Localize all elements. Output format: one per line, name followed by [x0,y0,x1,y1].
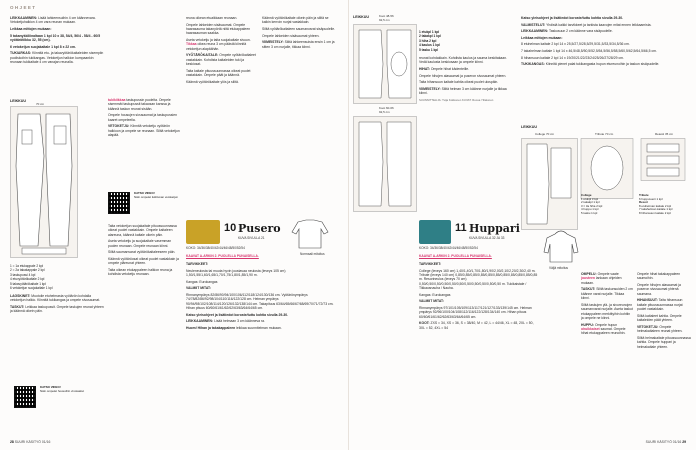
highlight-text: Tikkaa [186,42,197,47]
page-header: OHJEET [10,5,37,10]
cutting-layout-title: LEIKKUU [521,125,537,129]
instructions-column-1b [10,294,104,376]
interfacing-text: Kiinnitä etu- ja takavyötärökaitaleiden sisempiin puoliskoihin tukikangas. Vetoketjun halkion kumpaankin reunaan tukikaitale 4 cm vanajan reunalla. [10,51,104,64]
fit-hint: Väljä mitoitus [549,266,568,270]
col2-para: Taita vetoketjun suojakaitale pituussuunnassa oikeat puolet vastakkain. Ompele kaitaleen alareuna, käännä kaitale oikein päin. [108,224,177,237]
cut-by-measure: Leikkaa mittojen mukaan: [521,35,563,40]
col2-para: Taita oikean etukappaleen halkion reuna ja kohdista vetoketju reunaan. [108,268,173,277]
fit-hint: Normaali mitoitus [300,252,325,256]
highlight-text: tukikiikkaa [108,98,126,102]
lagskinet-heading: LAGSKINET: [10,294,31,298]
col3-para: reuna oikean etuaikkaan reunaan. [186,16,238,20]
legend-item: 8 hihansuun kaitale 2 kpl [639,210,671,215]
sewing-text: lankaan ohjeiden mukaan. [581,276,622,285]
qr-text: Näin ompelet housuihin vinotaskut [40,388,85,393]
cut-by-measure: Leikkaa mittojen mukaan: [10,27,52,31]
cut-heading: LEIKKAAMINEN: [186,319,214,324]
huppari-instructions [419,262,539,438]
qr-text: Näin ompelet lukittuvan vetoketjun [134,194,179,199]
legend-item: College [581,193,592,197]
width-label: 70 cm [36,102,45,106]
sizes-text: ZXS = 34, XS = 36, S = 38/40, M = 42, L = 44/46, XL = 48, 2XL = 50, 3XL = 52, 4XL = 54 [419,321,534,330]
finishing-text: Silitä helman 3 cm käänne nurjalle ja tikkaa kiinni. [419,86,507,96]
pockets-para: Silitä taskujen ylä- ja sivureunojen saumanvarat nurjalle. Aseta taskut etukappaleen merkittyihin kohtiin ja ompele ne kiinni. [581,302,633,321]
legend-item: 1 = 1a etukappale 2 kpl [10,264,44,268]
measure-text: 7 takahelman kaitale 1 kpl 14 x 46,5/48,5/50,5/52,5/54,5/56,5/58,5/60,5/62,5/64,5/66,5 cm. [521,48,657,53]
legend-item: Resori [639,200,648,204]
hoodie-cutting-legend [581,194,602,215]
qr-title: KATSO VIDEO! [40,385,61,389]
col3-para: Taita kaitale pituussuunnassa oikeat puolet vastakkain. Ompele päät ja käännä. [186,68,251,78]
size-range-label: Koot 60-66 [379,106,394,110]
pattern-title: Pusero [238,222,281,235]
general-note: Katso yleisohjeet ja lisätiedot koroste/tuttu kohtia sivulla 29-30. [521,16,624,20]
pockets-heading: TASKUT: [581,287,596,292]
qr-code[interactable] [14,386,36,408]
width-label: 92,5 cm [379,110,390,114]
pattern-sheet-link[interactable]: KAAVAT A-ARKIN 2. PUOLELLA PUNAISELLA. [186,254,259,258]
sewing-heading: OMPELU: [581,272,597,276]
page-number: 29 [682,440,686,444]
col2-text: taskupussin puolelta. Ompele sisemmät taskupussit takaosan kanssa ja käännä taskun reunat sisään. [108,98,171,111]
legend-item: 5 tasku 1 kpl [581,210,598,215]
hood-text: saumat. Ompele hihat etukappaleen reunoihin. [581,327,626,336]
legend-item: 8 etuhelman kaitale 2 kpl [639,203,671,208]
supplies-heading: TARVIKKEET: [186,262,209,266]
interfacing-heading: TUKIARKAS: [10,51,32,56]
cutting-layout-diagram-2 [353,116,417,212]
taskut-heading: TASKUT: [10,305,25,309]
cutting-layout-title: LEIKKUU [353,15,369,19]
prep-text: Yhdistä kaikki tarvikkeet ja tarkista kaavojen mitat ennen leikkaamista. [546,22,652,27]
measurements-heading: VALMIIT MITAT: [419,299,444,304]
legend-item: 3 = 3a hiha 2 kpl [581,203,603,208]
general-note: Katso yleisohjeet ja lisätiedot koroste/tuttu kohtia sivulla 29-30. [186,312,289,317]
cutting-legend [419,30,441,52]
legend-item: 5 takavyötärökaitale 1 kpl [10,281,46,286]
pusero-instructions [186,262,338,438]
pattern-number: 11 [455,222,467,234]
highlight-text: ohuikkaiset [581,327,600,332]
legend-item: 4 kaulus 1 kpl [419,43,440,48]
zipper-text: Kiinnitä vetoketju vyötärön halkioon ja ompele se reunaan. Silitä vetoketjun alapää. [108,124,180,138]
measurements-text: Rinnanympärys 97/101/105/109/113/117/121/127/133/139/145 cm. Helman ympärys 92/96/100/104/108/112/116/122/128/134/140 cm. Hihan pituus 60/60/61/61/62/62/63/63/64/64/65 cm. [419,306,532,319]
pattern-subtitle: KUVA SIVULLA 21 [238,236,265,240]
col2-para: Silitä saumanvarat vyötärökaitaleeseen päin. [108,250,176,255]
sleeve-heading: Huom! Hihan ja takakappaleen [186,325,236,330]
cuffs-text: Taita hihansuun kaitale pituussuunnassa nurjat puolet vastakkain. [637,298,683,312]
supplies-text: Neuleneulosta tai muuta hyvin joustavaa neulosta (leveys 105 cm) 1,50/1,55/1,60/1,65/1,70/1,75/1,80/1,85/1,90 m. [186,268,286,277]
cut-heading: LEIKKAAMINEN: [521,29,549,34]
cutting-layout-diagram [353,24,417,104]
col3-para: Ompele lahkeiden sisäsaumat. Ompele haarasauma takanyörtä niitä etukappaleen haarasauman saakka. [186,22,251,36]
fabric-text: Kangas: Eurokangas [186,279,218,284]
sleeve-text: leikkaa suunnitelman mukaan. [236,325,282,330]
legend-item: 2 takakpl 1 kpl [419,34,441,39]
taskut-text: Leikkaa taskupussit. Ompele taskujen reunat yhteen ja käännä oikein päin. [10,305,104,314]
sleeves-para: Ompele hihojen alasaumat ja puseron sivusaumat yhteen. [419,73,507,78]
col2-para: Ompele housujen sivusaumat ja taskupussien kaaret ompeleella. [108,113,177,122]
col-para: Silitä kaitaleet kahtia. Ompele kaitaleiden päät yhteen. [637,313,682,323]
sewing-text: Ompele vaate [597,272,619,276]
zipper-heading: VETOKETJU: [108,124,130,129]
magazine-name: SUURI KÄSITYÖ 01/16 [645,440,682,444]
legend-item: 6 vetoketjun suojakaitale 1 kpl [10,286,53,291]
legend-item: 4 etuvyötärökaitale 2 kpl [10,277,45,282]
pockets-text: Silitä taskunsuiden 2 cm käänne varat nurjalle. Tikkaa kiinni. [581,287,633,301]
prep-heading: VALMISTELUT: [521,22,546,27]
measurements-text: Rinnanympärys 82/86/90/94/100/106/112/118/124/130/136 cm. Vyötärönympärys 74/78/82/86/92/98/104/110/116/122/128 cm. Helman ympärys 90/94/98/102/108/114/120/126/132/138/144 cm. Takapituus 63/64/65/66/67/68/69/70/71/72/73 cm. Hihan pituus 60/60/61/61/62/62/63/63/64/64/65 cm. [186,292,334,310]
col2-para: Käännä vyötäröosat oikeat puolet vastakkain ja ompele yläreunat yhteen. [108,257,179,266]
pattern-subtitle: KUVA SIVULLA 32 JA 33 [469,236,505,240]
legend-item: Tribute [639,193,649,197]
credits: SUUNNITTELIJA: Tuija Kokkonen KUVAT: Roosa Ylitalonen [419,97,494,102]
col-para: Ompele hihojen alasaumat ja puseron sivusaumat yhtenä saumana. [637,283,681,296]
pattern-sizes: KOKO: 34/36/38/40/42/44/46/48/50/52/54 [419,246,478,250]
magazine-name: SUURI KÄSITYÖ 01/16 [14,440,51,444]
legend-item: 7 takahelman kaitale 1 kpl [639,207,673,211]
legend-item: 1 etukpl 1 kpl [419,30,440,34]
hood-heading: HUPPU: [581,322,594,327]
blouse-sketch [290,218,330,250]
pattern-sheet-link[interactable]: KAAVAT A-ARKIN 2. PUOLELLA PUNAISELLA. [419,254,492,258]
width-label: College 70 cm [535,132,555,136]
waistband-heading: VYÖTÄRÖKAITALE: [186,53,219,58]
supplies-heading: TARVIKKEET: [419,262,442,266]
hoodie-cutting-diagram [521,138,687,230]
sizes-heading: KOOT: [419,321,430,326]
instructions-column-2 [108,98,182,190]
page-number: 28 [10,440,14,444]
legend-item: 3 taskupussi 4 kpl [10,272,36,277]
legend-item: 4 huppu 1 kpl [581,207,599,211]
right-page [348,0,696,450]
col-para: Ompele hihat takakappaleen saumoihin. [637,272,681,281]
instructions-column-3 [186,16,258,212]
pattern-number: 10 [224,222,237,234]
hood-text: Ompele hupun [594,322,618,327]
legend-item: 6 huppuvuori 1 kpl [639,196,663,201]
qr-caption [134,192,182,199]
legend-item: 1 etukpl 3 kpl [581,196,599,201]
lagskinet-text: Muotoile etuhelmasta vyötärön kohdalla vetoketjun halkio. Kiinnitä tukikangas ja ompele sivusaumat. [10,294,101,303]
qr-code[interactable] [108,192,130,214]
col3-text: oikea reuna 3 cm päästä kiinnitä vetoketjun alapäähän. [186,42,247,51]
legend-item: 3 hiha 2 kpl [419,38,437,43]
legend-item: 2 takakpl 1 kpl [581,200,600,204]
measure-text: 8 hihansuun kaitale 2 kpl 14 x 19/20/21/22/23/24/25/26/27/28/29 cm. [521,55,624,60]
cut-heading: LEIKKAAMINEN: [10,16,38,20]
hoodie-cutting-legend-2 [639,194,672,215]
col3-text: Ompele vyötärökaitaleet vastakkain. Kohdista kaitaleiden tuki ja keskiosat. [186,53,256,67]
sleeves-heading: HIHAT: [419,67,430,71]
col4-para: Ompele lahkeiden sisäsaumat yhteen. [262,33,320,38]
instructions-column-2b [108,224,182,362]
pattern-sizes: KOKO: 34/36/38/40/42/44/46/48/50/52/54 [186,246,245,250]
instructions-column [419,56,515,212]
pusero-photo [186,220,220,244]
width-label: 92,5 cm [379,18,390,22]
interfacing-heading: TUKIKANGAS: [521,62,545,67]
footer-left [10,440,50,444]
col-para: Silitä helmakaitale pituussuunnassa kahtia. Ompele huppari ja helmakaitale yhteen. [637,335,691,349]
width-label: Reiesti 35 cm [655,132,674,136]
waistband-measure: 5 takanykkiliinaltaan 1 kpl 10 x 38, 54/4, 56/4 - 58/4 - 60/5 vyötärötilkku 32, 55 (cm). [10,33,101,42]
supplies-text: College (leveys 160 cm) 1,40/1,40/1,70/1,80/1,90/2,00/2,10/2,20/2,30/2,40 m. Tribute (leveys 140 cm) 0,85/0,85/0,85/0,85/0,85/0,85/0,85/0,85/0,85/0,85/0,85 m. Resorineulos (leveys 70 cm) 0,50/0,50/0,50/0,50/0,50/0,50/0,50/0,50/0,50/0,50/0,50 m. Tukikaistale / Tikkausnauha / Nauha. [419,268,538,291]
cuffs-heading: HIHANSUUT: [637,298,658,303]
cutting-layout-diagram [10,106,78,258]
qr-caption [40,386,100,393]
col3-text: Aseta vetoketju ja taita suojakaitale sivuun. [186,38,251,42]
measurements-heading: VALMIIT MITAT: [186,286,211,291]
interfacing-text: Kiinnitä pienet palat tukikangasta hupun etureunoihin ja taskun sisäpuolelle. [545,62,660,67]
collar-text: reunat kohdakkain. Kohdista kaulus ja sauma keskitakaan. Vedä kaulusta keskiosaan ja ompele kiinni. [419,56,508,65]
col4-para: Silitä vyötärökaitaleen saumanvarat sisäpuolelle. [262,27,336,31]
hoodie-sketch [543,228,579,264]
footer-right [646,440,686,444]
hem-text: Ompele helmakaitaleen reunat yhteen. [637,324,683,334]
cut-text: Lisää helmaan 3 cm käänneva ra. [214,319,265,324]
instructions-column-far-right [637,272,691,438]
measure-text: 8 etuhelman kaitale 2 kpl 14 x 25,5/27,5/28,5/29,5/31,5/33,5/34,5/36 cm. [521,42,630,47]
zipper-guard-measure: 6 vetoketjun suojakaitale 1 kpl 8 x 22 cm. [10,44,76,49]
instructions-column-mid [521,16,691,124]
cutting-legend [10,264,106,290]
sleeves-para: Taita hihansuun kaitale kahtia oikeat puolet ulospäin. [419,80,499,85]
col4-para: Käännä vyötärökaitale oikein päin ja silitä se kaikin kerroin nurjat vastakkain. [262,16,329,25]
size-range-label: Koot 48-56 [379,14,394,18]
huppari-photo [419,220,451,244]
col4-text: Silitä lahkeensuista ensin 1 cm ja sitten 3 cm nurjalle, tikkaa kiinni. [262,40,335,49]
finishing-heading: VIIMEISTELY: [419,86,441,91]
pattern-title: Huppari [469,222,520,235]
qr-title: KATSO VIDEO! [134,191,155,195]
finishing-heading: VIIMEISTELY: [262,40,284,45]
cutting-layout-title: LEIKKUU [10,99,26,103]
fabric-text: Kangas: Eurokangas [419,292,451,297]
cut-text: Lisää lahkeensuihin 4 cm käännevara. Vetoketjuhalkion 4 cm vara reunan mukaan. [10,16,96,25]
sleeves-text: Ompele hihat kädenteille. [430,67,470,71]
hem-heading: VETOKETJU: [637,324,659,329]
instructions-column-right [581,272,633,438]
col2-para: Aseta vetoketju ja suojakaitale vasemman puolen reunaan. Ompele reunaan kiinni. [108,239,172,248]
cut-text: Taskusuun 2 cm käänne vara sisäpuolelle. [549,29,613,34]
legend-item: 2 = 2a takakappale 2 kpl [10,268,45,273]
legend-item: 5 tasku 1 kpl [419,47,439,52]
col3-para: Käännä vyötärökaitale ylös ja silitä. [186,79,239,84]
highlight-text: jousteen [581,276,595,281]
instructions-column-4 [262,16,338,212]
width-label: Tribute 70 cm [595,132,614,136]
